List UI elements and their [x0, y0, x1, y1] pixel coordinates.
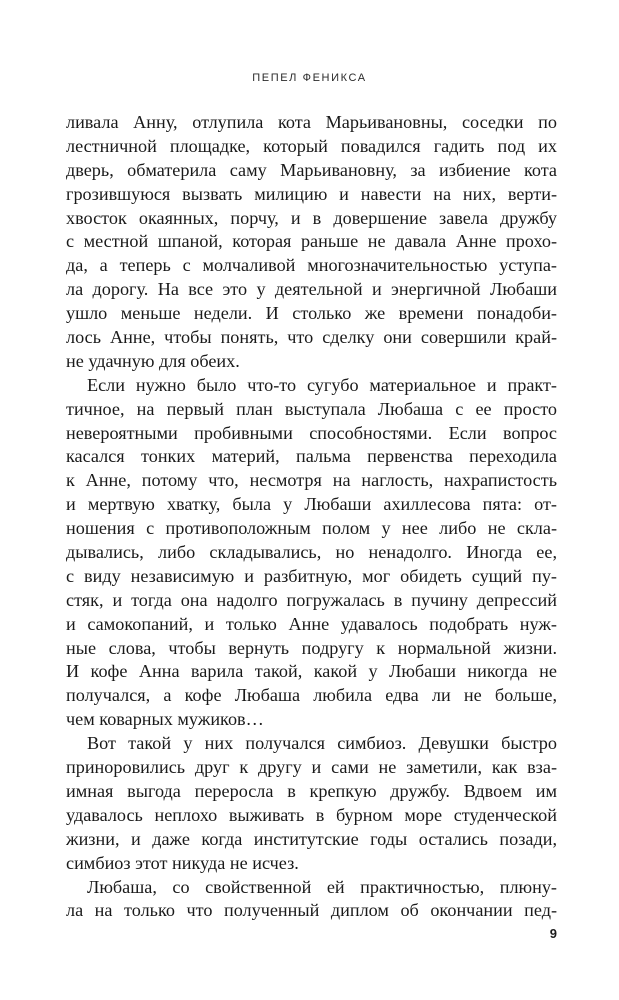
text-line: лестничной площадке, который повадился гадить под их [66, 135, 557, 156]
text-line: удавалось неплохо выживать в бурном море студенческой [66, 804, 557, 825]
text-line: Любаша, со свойственной ей практичностью, плюну- [87, 876, 557, 897]
text-line: грозившуюся вызвать милицию и навести на них, верти- [66, 183, 557, 204]
text-line: ношения с противоположным полом у нее либо не скла- [66, 518, 557, 539]
text-line: стяк, и тогда она надолго погружалась в пучину депрессий [66, 589, 557, 610]
body-text [66, 111, 557, 923]
text-line: к Анне, потому что, несмотря на наглость, нахрапистость [66, 470, 557, 491]
text-line: и мертвую хватку, была у Любаши ахиллесова пята: от- [66, 494, 557, 515]
text-line: дверь, обматерила саму Марьивановну, за избиение кота [66, 159, 557, 180]
text-line: да, а теперь с молчаливой многозначительностью уступа- [66, 255, 557, 276]
text-line: ла на только что полученный диплом об окончании пед- [66, 900, 557, 921]
text-line: тичное, на первый план выступала Любаша с ее просто [66, 398, 557, 419]
text-line: чем коварных мужиков… [66, 709, 264, 730]
text-line: И кофе Анна варила такой, какой у Любаши никогда не [66, 661, 557, 682]
text-line: Если нужно было что-то сугубо материальное и практ- [87, 374, 557, 395]
text-line: симбиоз этот никуда не исчез. [66, 852, 299, 873]
text-line: ливала Анну, отлупила кота Марьивановны, соседки по [66, 112, 557, 132]
text-line: получался, а кофе Любаша любила едва ли не больше, [66, 685, 557, 706]
running-head-title: ПЕПЕЛ ФЕНИКСА [252, 72, 367, 84]
text-line: жизни, и даже когда институтские годы остались позади, [66, 828, 557, 849]
text-line: имная выгода переросла в крепкую дружбу. Вдвоем им [66, 780, 557, 801]
text-line: не удачную для обеих. [66, 350, 240, 371]
text-line: с виду независимую и разбитную, мог обидеть сущий пу- [66, 565, 557, 586]
text-line: дывались, либо складывались, но ненадолго. Иногда ее, [66, 542, 557, 563]
text-line: невероятными пробивными способностями. Если вопрос [66, 422, 557, 443]
text-line: и самокопаний, и только Анне удавалось подобрать нуж- [66, 613, 557, 634]
text-line: с местной шпаной, которая раньше не давала Анне прохо- [66, 231, 557, 252]
page-number: 9 [549, 926, 557, 941]
text-line: ла дорогу. На все это у деятельной и энергичной Любаши [66, 279, 557, 300]
text-line: хвосток окаянных, порчу, и в довершение завела дружбу [66, 207, 557, 228]
text-line: ушло меньше недели. И столько же времени понадоби- [66, 303, 557, 324]
text-line: приноровились друг к другу и сами не заметили, как вза- [66, 757, 557, 778]
text-line: касался тонких материй, пальма первенства переходила [66, 446, 557, 467]
text-line: Вот такой у них получался симбиоз. Девушки быстро [87, 733, 557, 754]
text-line: лось Анне, чтобы понять, что сделку они совершили край- [66, 327, 557, 348]
text-line: ные слова, чтобы вернуть подругу к нормальной жизни. [66, 637, 557, 658]
